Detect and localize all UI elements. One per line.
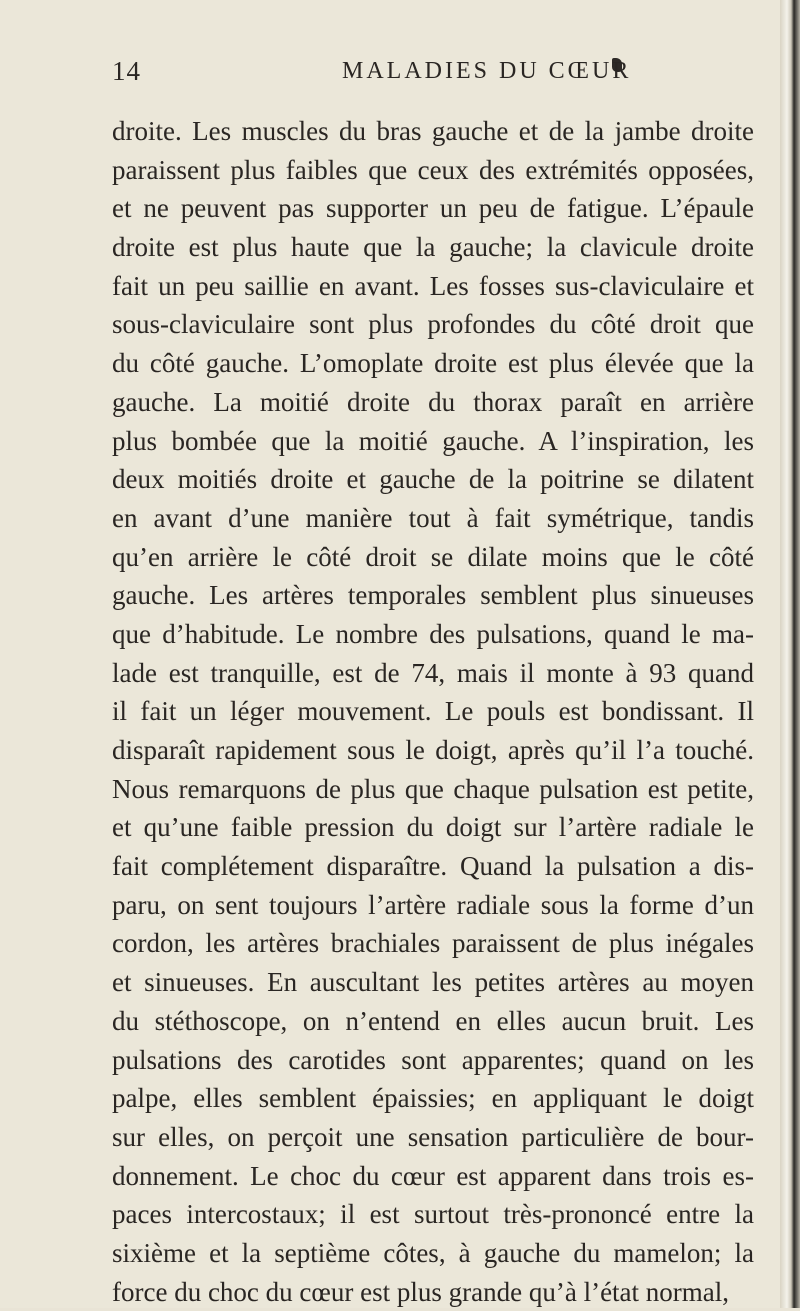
text-line: gauche. La moitié droite du thorax paraît en arrière bbox=[112, 386, 754, 417]
text-line: gauche. Les artères temporales semblent plus sinueuses bbox=[112, 580, 754, 611]
text-line: que d’habitude. Le nombre des pulsations, quand le ma- bbox=[112, 618, 754, 649]
text-line: du stéthoscope, on n’entend en elles aucun bruit. Les bbox=[112, 1005, 754, 1036]
page-number: 14 bbox=[112, 56, 141, 86]
text-line: et qu’une faible pression du doigt sur l’artère radiale le bbox=[112, 812, 754, 843]
text-line: palpe, elles semblent épaissies; en appliquant le doigt bbox=[112, 1083, 754, 1114]
text-line: disparaît rapidement sous le doigt, après qu’il l’a touché. bbox=[112, 735, 754, 765]
text-line: paru, on sent toujours l’artère radiale sous la forme d’un bbox=[112, 889, 754, 920]
text-line: paces intercostaux; il est surtout très-prononcé entre la bbox=[112, 1199, 754, 1230]
text-line: qu’en arrière le côté droit se dilate moins que le côté bbox=[112, 541, 754, 572]
text-line: Nous remarquons de plus que chaque pulsation est petite, bbox=[112, 773, 754, 804]
text-line: fait complétement disparaître. Quand la pulsation a dis- bbox=[112, 851, 754, 882]
text-line: sixième et la septième côtes, à gauche du mamelon; la bbox=[112, 1237, 754, 1268]
text-line: force du choc du cœur est plus grande qu’à l’état normal, bbox=[112, 1276, 730, 1307]
text-line: du côté gauche. L’omoplate droite est plus élevée que la bbox=[112, 348, 754, 379]
page-header bbox=[112, 56, 752, 96]
text-line: deux moitiés droite et gauche de la poitrine se dilatent bbox=[112, 464, 754, 495]
text-line: cordon, les artères brachiales paraissent de plus inégales bbox=[112, 928, 754, 959]
text-line: et ne peuvent pas supporter un peu de fatigue. L’épaule bbox=[112, 193, 754, 224]
text-line: plus bombée que la moitié gauche. A l’inspiration, les bbox=[112, 425, 754, 456]
body-text bbox=[112, 112, 754, 1311]
text-line: et sinueuses. En auscultant les petites artères au moyen bbox=[112, 967, 754, 998]
text-line: sous-claviculaire sont plus profondes du côté droit que bbox=[112, 309, 754, 340]
text-line: fait un peu saillie en avant. Les fosses sus-claviculaire et bbox=[112, 270, 754, 301]
text-line: sur elles, on perçoit une sensation particulière de bour- bbox=[112, 1121, 754, 1152]
text-line: en avant d’une manière tout à fait symétrique, tandis bbox=[112, 502, 754, 533]
text-line: droite est plus haute que la gauche; la clavicule droite bbox=[112, 232, 754, 263]
text-line: lade est tranquille, est de 74, mais il monte à 93 quand bbox=[112, 657, 754, 688]
running-head: MALADIES DU CŒUR bbox=[342, 58, 632, 84]
text-line: paraissent plus faibles que ceux des extrémités opposées, bbox=[112, 154, 754, 185]
page-edge bbox=[780, 0, 800, 1308]
text-line: il fait un léger mouvement. Le pouls est bondissant. Il bbox=[112, 696, 754, 727]
text-line: donnement. Le choc du cœur est apparent dans trois es- bbox=[112, 1160, 754, 1191]
text-line: pulsations des carotides sont apparentes; quand on les bbox=[112, 1044, 754, 1075]
text-line: droite. Les muscles du bras gauche et de la jambe droite bbox=[112, 116, 754, 146]
